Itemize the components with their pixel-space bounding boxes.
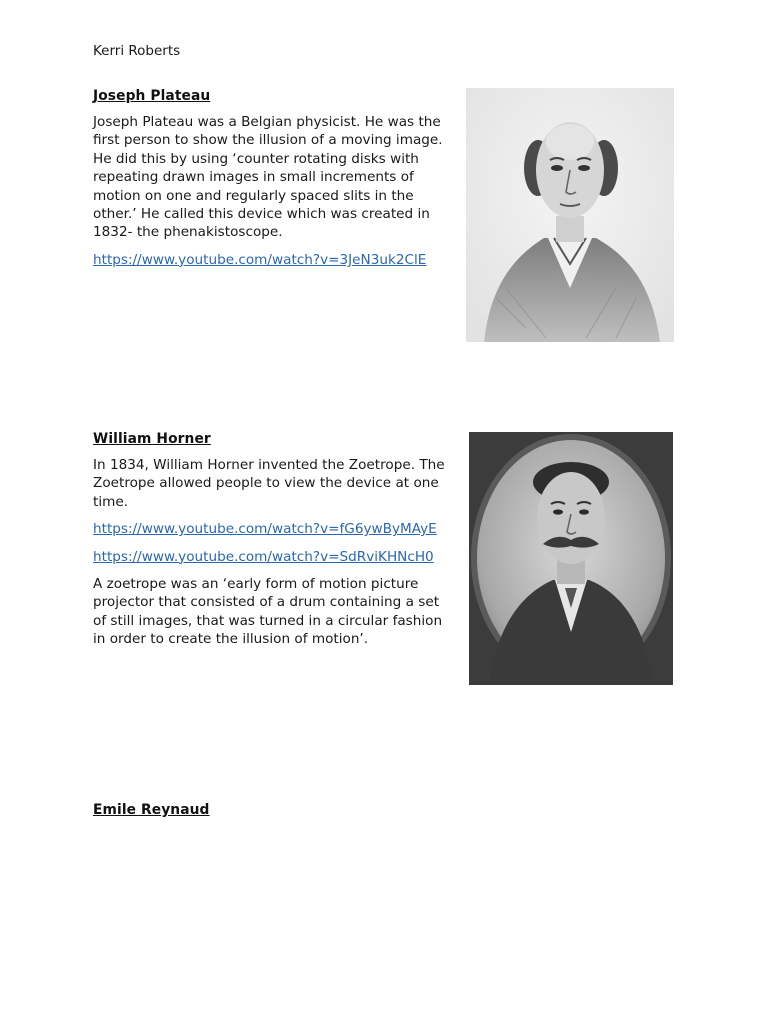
section-heading: Emile Reynaud xyxy=(93,802,210,818)
section-paragraph: In 1834, William Horner invented the Zoetrope. The Zoetrope allowed people to view the device at one time. xyxy=(93,457,445,510)
section-paragraph: A zoetrope was an ‘early form of motion picture projector that consisted of a drum containing a set of still images, that was turned in a circular fashion in order to create the illusion of motion’. xyxy=(93,576,443,648)
section-paragraph: Joseph Plateau was a Belgian physicist. He was the first person to show the illusion of a moving image. He did this by using ‘counter rotating disks with repeating drawn images in small increments of motion on one and regularly spaced slits in the other.’ He called this device which was created in 1832- the phenakistoscope. xyxy=(93,114,443,241)
section-emile-reynaud xyxy=(93,801,455,827)
youtube-link[interactable]: https://www.youtube.com/watch?v=SdRviKHNcH0 xyxy=(93,548,434,565)
section-william-horner xyxy=(93,430,455,658)
joseph-plateau-portrait-image xyxy=(466,88,674,342)
section-joseph-plateau xyxy=(93,87,455,278)
section-heading: Joseph Plateau xyxy=(93,88,211,104)
youtube-link[interactable]: https://www.youtube.com/watch?v=fG6ywByMAyE xyxy=(93,521,437,538)
william-horner-portrait-image xyxy=(469,432,673,685)
section-heading: William Horner xyxy=(93,431,211,447)
author-name: Kerri Roberts xyxy=(93,43,181,59)
youtube-link[interactable]: https://www.youtube.com/watch?v=3JeN3uk2ClE xyxy=(93,251,427,268)
